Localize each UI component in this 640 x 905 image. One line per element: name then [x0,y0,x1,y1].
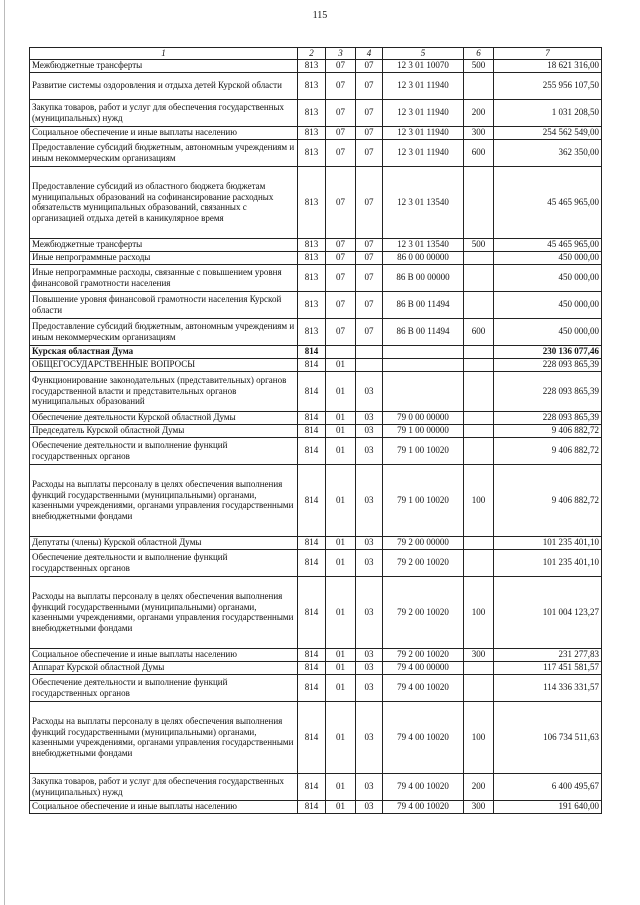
cell-rz: 07 [326,139,356,166]
cell-vr: 100 [464,701,494,773]
cell-rz: 01 [326,549,356,576]
cell-csr: 79 1 00 00000 [383,424,464,437]
cell-ved: 813 [298,99,326,126]
table-row [30,238,602,251]
header-col-4: 4 [356,48,383,60]
cell-csr: 86 0 00 00000 [383,251,464,264]
cell-name: Предоставление субсидий из областного бюджета бюджетам муниципальных образований на софинансирование расходных обязательств муниципальных образований, связанных с организацией отдыха детей в каникулярное время [30,166,298,238]
cell-ved: 814 [298,576,326,648]
cell-ved: 813 [298,291,326,318]
cell-pr: 07 [356,59,383,72]
cell-amount: 450 000,00 [494,264,602,291]
cell-rz: 01 [326,701,356,773]
header-col-1: 1 [30,48,298,60]
cell-ved: 814 [298,358,326,371]
cell-rz: 07 [326,291,356,318]
cell-name: Закупка товаров, работ и услуг для обеспечения государственных (муниципальных) нужд [30,773,298,800]
cell-vr: 100 [464,576,494,648]
table-row [30,59,602,72]
cell-ved: 814 [298,536,326,549]
cell-amount: 6 400 495,67 [494,773,602,800]
cell-csr [383,371,464,411]
cell-name: Предоставление субсидий бюджетным, автономным учреждениям и иным некоммерческим организациям [30,318,298,345]
cell-amount: 228 093 865,39 [494,358,602,371]
cell-amount: 450 000,00 [494,291,602,318]
cell-ved: 813 [298,72,326,99]
cell-csr: 79 2 00 10020 [383,648,464,661]
table-row [30,72,602,99]
cell-rz: 07 [326,99,356,126]
cell-amount: 101 235 401,10 [494,549,602,576]
cell-rz: 07 [326,264,356,291]
cell-vr [464,536,494,549]
cell-csr: 79 1 00 10020 [383,464,464,536]
cell-vr [464,371,494,411]
cell-pr: 03 [356,424,383,437]
cell-amount: 9 406 882,72 [494,437,602,464]
cell-ved: 813 [298,59,326,72]
cell-name: Предоставление субсидий бюджетным, автономным учреждениям и иным некоммерческим организациям [30,139,298,166]
cell-amount: 228 093 865,39 [494,371,602,411]
cell-pr: 07 [356,126,383,139]
cell-csr: 12 3 01 13540 [383,238,464,251]
cell-vr [464,411,494,424]
cell-pr: 03 [356,411,383,424]
header-col-7: 7 [494,48,602,60]
cell-pr: 07 [356,99,383,126]
header-row [30,48,602,60]
cell-rz [326,345,356,358]
cell-rz: 01 [326,437,356,464]
cell-name: Социальное обеспечение и иные выплаты населению [30,648,298,661]
cell-rz: 07 [326,318,356,345]
cell-pr [356,358,383,371]
cell-rz: 07 [326,59,356,72]
cell-amount: 254 562 549,00 [494,126,602,139]
cell-ved: 814 [298,464,326,536]
cell-amount: 9 406 882,72 [494,424,602,437]
cell-vr: 600 [464,139,494,166]
cell-name: Развитие системы оздоровления и отдыха детей Курской области [30,72,298,99]
cell-name: Социальное обеспечение и иные выплаты населению [30,800,298,813]
cell-ved: 813 [298,251,326,264]
cell-rz: 01 [326,424,356,437]
table-row [30,437,602,464]
cell-csr: 12 3 01 10070 [383,59,464,72]
cell-pr: 07 [356,166,383,238]
cell-name: Иные непрограммные расходы [30,251,298,264]
cell-amount: 106 734 511,63 [494,701,602,773]
table-row [30,800,602,813]
cell-amount: 230 136 077,46 [494,345,602,358]
cell-csr [383,345,464,358]
cell-vr [464,674,494,701]
cell-vr: 300 [464,648,494,661]
cell-amount: 114 336 331,57 [494,674,602,701]
table-row [30,345,602,358]
cell-vr: 200 [464,773,494,800]
cell-pr: 03 [356,674,383,701]
cell-csr: 86 В 00 11494 [383,291,464,318]
table-row [30,536,602,549]
cell-ved: 814 [298,371,326,411]
cell-name: Обеспечение деятельности и выполнение функций государственных органов [30,549,298,576]
cell-name: Межбюджетные трансферты [30,59,298,72]
cell-name: Социальное обеспечение и иные выплаты населению [30,126,298,139]
cell-name: Повышение уровня финансовой грамотности населения Курской области [30,291,298,318]
header-col-6: 6 [464,48,494,60]
cell-pr: 03 [356,549,383,576]
table-row [30,773,602,800]
cell-name: Обеспечение деятельности Курской областной Думы [30,411,298,424]
cell-vr: 600 [464,318,494,345]
cell-pr: 03 [356,536,383,549]
cell-amount: 231 277,83 [494,648,602,661]
cell-csr: 79 2 00 00000 [383,536,464,549]
cell-rz: 07 [326,166,356,238]
cell-amount: 1 031 208,50 [494,99,602,126]
cell-pr: 07 [356,264,383,291]
cell-rz: 01 [326,411,356,424]
cell-rz: 01 [326,773,356,800]
cell-csr: 12 3 01 11940 [383,126,464,139]
cell-csr: 79 1 00 10020 [383,437,464,464]
cell-pr: 07 [356,72,383,99]
cell-vr [464,264,494,291]
cell-ved: 814 [298,648,326,661]
cell-vr: 100 [464,464,494,536]
cell-name: Расходы на выплаты персоналу в целях обеспечения выполнения функций государственными (муниципальными) органами, казенными учреждениями, органами управления государственными внебюджетными фондами [30,576,298,648]
cell-vr: 200 [464,99,494,126]
cell-pr: 03 [356,464,383,536]
cell-name: Функционирование законодательных (представительных) органов государственной власти и представительных органов муниципальных образований [30,371,298,411]
cell-pr: 03 [356,773,383,800]
cell-name: ОБЩЕГОСУДАРСТВЕННЫЕ ВОПРОСЫ [30,358,298,371]
cell-name: Межбюджетные трансферты [30,238,298,251]
cell-csr: 79 2 00 10020 [383,576,464,648]
cell-amount: 45 465 965,00 [494,166,602,238]
cell-csr: 79 0 00 00000 [383,411,464,424]
cell-ved: 813 [298,166,326,238]
cell-name: Расходы на выплаты персоналу в целях обеспечения выполнения функций государственными (муниципальными) органами, казенными учреждениями, органами управления государственными внебюджетными фондами [30,701,298,773]
cell-name: Расходы на выплаты персоналу в целях обеспечения выполнения функций государственными (муниципальными) органами, казенными учреждениями, органами управления государственными внебюджетными фондами [30,464,298,536]
cell-pr: 07 [356,251,383,264]
cell-pr: 07 [356,318,383,345]
cell-csr: 12 3 01 11940 [383,99,464,126]
cell-vr [464,437,494,464]
cell-pr: 03 [356,661,383,674]
table-row [30,424,602,437]
cell-ved: 814 [298,661,326,674]
table-row [30,674,602,701]
cell-csr: 79 4 00 10020 [383,773,464,800]
page-number: 115 [312,10,328,21]
header-col-2: 2 [298,48,326,60]
cell-rz: 01 [326,536,356,549]
table-row [30,318,602,345]
table-body [30,59,602,813]
table-row [30,139,602,166]
cell-pr: 07 [356,238,383,251]
cell-vr [464,251,494,264]
cell-pr: 03 [356,437,383,464]
cell-pr: 03 [356,648,383,661]
table-row [30,99,602,126]
cell-ved: 814 [298,674,326,701]
cell-csr: 12 3 01 11940 [383,72,464,99]
cell-amount: 18 621 316,00 [494,59,602,72]
cell-csr: 86 В 00 00000 [383,264,464,291]
cell-vr [464,358,494,371]
cell-rz: 07 [326,238,356,251]
cell-csr: 79 4 00 10020 [383,674,464,701]
cell-vr: 300 [464,800,494,813]
cell-amount: 450 000,00 [494,318,602,345]
table-row [30,464,602,536]
cell-ved: 814 [298,437,326,464]
cell-amount: 101 235 401,10 [494,536,602,549]
cell-csr: 79 4 00 10020 [383,701,464,773]
cell-rz: 01 [326,576,356,648]
cell-pr: 03 [356,371,383,411]
cell-csr: 86 В 00 11494 [383,318,464,345]
cell-ved: 814 [298,773,326,800]
cell-vr: 300 [464,126,494,139]
cell-amount: 117 451 581,57 [494,661,602,674]
cell-vr [464,291,494,318]
cell-rz: 01 [326,648,356,661]
cell-amount: 101 004 123,27 [494,576,602,648]
cell-amount: 228 093 865,39 [494,411,602,424]
cell-vr [464,549,494,576]
cell-amount: 9 406 882,72 [494,464,602,536]
cell-rz: 07 [326,251,356,264]
header-col-5: 5 [383,48,464,60]
cell-vr [464,345,494,358]
cell-rz: 01 [326,674,356,701]
cell-pr: 07 [356,139,383,166]
table-row [30,661,602,674]
cell-rz: 01 [326,800,356,813]
cell-ved: 814 [298,549,326,576]
cell-amount: 45 465 965,00 [494,238,602,251]
table-row [30,701,602,773]
cell-vr: 500 [464,238,494,251]
cell-amount: 255 956 107,50 [494,72,602,99]
cell-rz: 07 [326,126,356,139]
cell-name: Депутаты (члены) Курской областной Думы [30,536,298,549]
header-col-3: 3 [326,48,356,60]
table-row [30,126,602,139]
cell-pr: 03 [356,701,383,773]
cell-ved: 813 [298,238,326,251]
cell-csr: 79 4 00 00000 [383,661,464,674]
cell-csr [383,358,464,371]
cell-pr: 07 [356,291,383,318]
cell-vr [464,72,494,99]
cell-name: Курская областная Дума [30,345,298,358]
table-row [30,264,602,291]
cell-csr: 12 3 01 13540 [383,166,464,238]
cell-csr: 79 4 00 10020 [383,800,464,813]
cell-vr [464,166,494,238]
cell-csr: 79 2 00 10020 [383,549,464,576]
table-row [30,251,602,264]
cell-name: Закупка товаров, работ и услуг для обеспечения государственных (муниципальных) нужд [30,99,298,126]
cell-vr: 500 [464,59,494,72]
cell-ved: 814 [298,701,326,773]
cell-vr [464,424,494,437]
cell-ved: 814 [298,800,326,813]
cell-amount: 450 000,00 [494,251,602,264]
table-row [30,549,602,576]
table-row [30,576,602,648]
table-row [30,358,602,371]
cell-name: Обеспечение деятельности и выполнение функций государственных органов [30,674,298,701]
cell-name: Аппарат Курской областной Думы [30,661,298,674]
budget-table [29,47,602,814]
table-row [30,291,602,318]
cell-rz: 01 [326,371,356,411]
cell-rz: 07 [326,72,356,99]
cell-amount: 362 350,00 [494,139,602,166]
cell-ved: 813 [298,139,326,166]
cell-name: Обеспечение деятельности и выполнение функций государственных органов [30,437,298,464]
cell-name: Иные непрограммные расходы, связанные с повышением уровня финансовой грамотности населения [30,264,298,291]
cell-name: Председатель Курской областной Думы [30,424,298,437]
cell-ved: 814 [298,411,326,424]
cell-pr: 03 [356,576,383,648]
cell-rz: 01 [326,661,356,674]
table-row [30,648,602,661]
scan-edge-line [4,0,5,905]
cell-vr [464,661,494,674]
cell-ved: 813 [298,264,326,291]
cell-rz: 01 [326,358,356,371]
table-row [30,371,602,411]
table-row [30,411,602,424]
cell-pr: 03 [356,800,383,813]
cell-ved: 813 [298,318,326,345]
table-row [30,166,602,238]
cell-pr [356,345,383,358]
cell-ved: 814 [298,424,326,437]
cell-amount: 191 640,00 [494,800,602,813]
cell-rz: 01 [326,464,356,536]
cell-ved: 814 [298,345,326,358]
cell-csr: 12 3 01 11940 [383,139,464,166]
cell-ved: 813 [298,126,326,139]
